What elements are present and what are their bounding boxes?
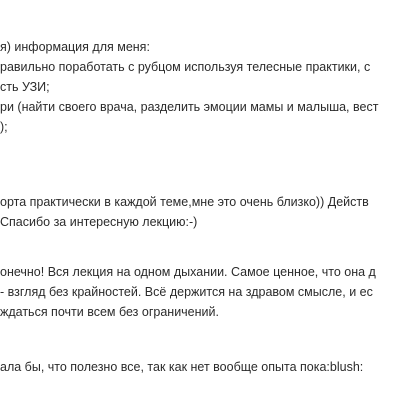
comment-text-line: онечно! Вся лекция на одном дыхании. Самое ценное, что она д [0, 265, 376, 279]
comment-text-line: я) информация для меня: [0, 40, 150, 54]
comment-text-line: Спасибо за интересную лекцию:-) [0, 215, 198, 229]
comment-text-line: ала бы, что полезно все, так как нет вообще опыта пока:blush: [0, 360, 364, 374]
comment-text-line: орта практически в каждой теме,мне это очень близко)) Действ [0, 195, 369, 209]
comment-text-line: - взгляд без крайностей. Всё держится на здравом смысле, и ес [0, 285, 373, 299]
comment-text-line: равильно поработать с рубцом используя телесные практики, с [0, 60, 371, 74]
comment-text-line: сть УЗИ; [0, 80, 50, 94]
comment-text-line: ); [0, 120, 8, 134]
comment-text-line: ри (найти своего врача, разделить эмоции мамы и малыша, вест [0, 100, 379, 114]
comment-text-line: ждаться почти всем без ограничений. [0, 305, 219, 319]
